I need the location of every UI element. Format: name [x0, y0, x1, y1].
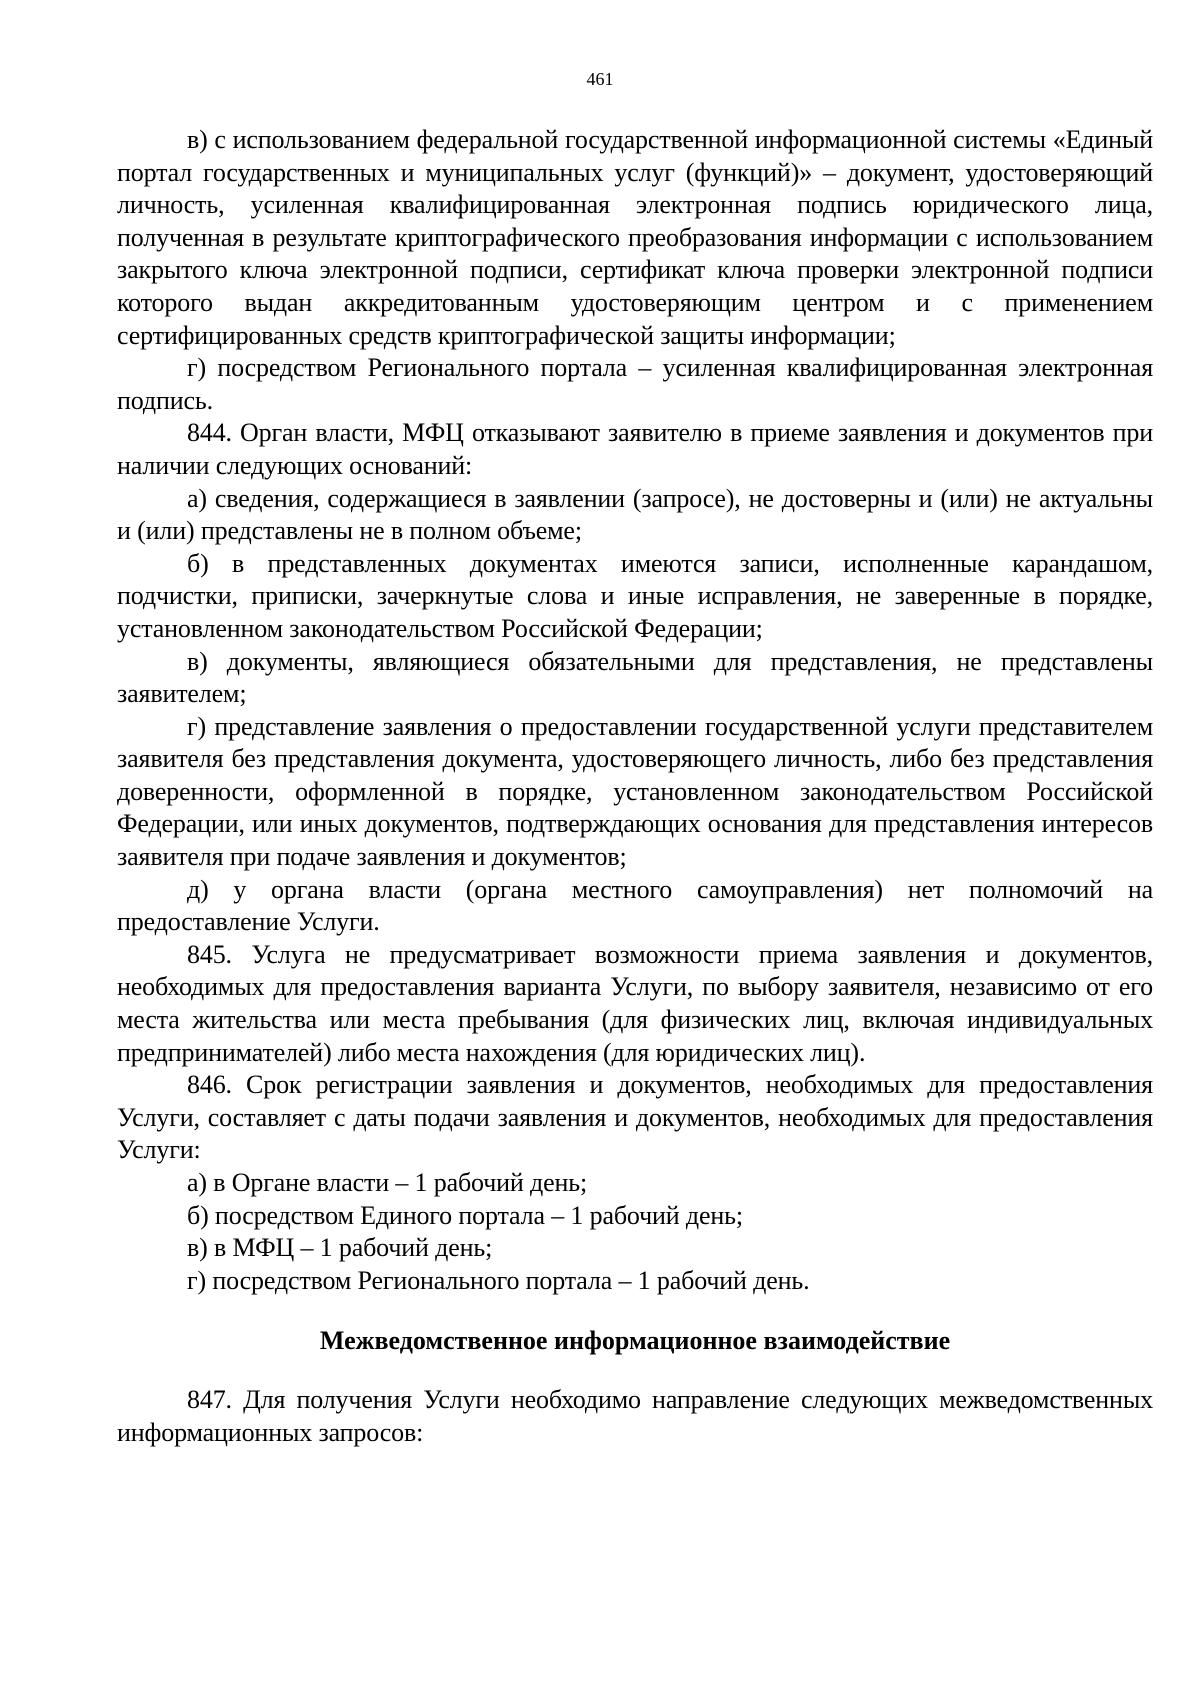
paragraph-item-g-regional-portal: г) посредством Регионального портала – усиленная квалифицированная электронная подпись.: [117, 353, 1153, 415]
paragraph-844-item-d: д) у органа власти (органа местного самоуправления) нет полномочий на предоставление Услуги.: [117, 874, 1153, 937]
paragraph-844-item-a: а) сведения, содержащиеся в заявлении (запросе), не достоверны и (или) не актуальны и (или) представлены не в полном объеме;: [117, 483, 1153, 546]
section-heading: Межведомственное информационное взаимодействие: [319, 1326, 951, 1356]
paragraph-845-extraterritorial: 845. Услуга не предусматривает возможности приема заявления и документов, необходимых для предоставления варианта Услуги, по выбору заявителя, независимо от его места жительства или места пребывания (для физических лиц, включая индивидуальных предпринимателей) либо места нахождения (для юридических лиц).: [117, 939, 1153, 1067]
paragraph-844-item-v: в) документы, являющиеся обязательными для представления, не представлены заявителем;: [117, 646, 1153, 709]
paragraph-item-v-unified-portal: в) с использованием федеральной государственной информационной системы «Единый портал государственных и муниципальных услуг (функций)» – документ, удостоверяющий личность, усиленная квалифицированная электронная подпись юридического лица, полученная в результате криптографического преобразования информации с использованием закрытого ключа электронной подписи, сертификат ключа проверки электронной подписи которого выдан аккредитованным удостоверяющим центром и с применением сертифицированных средств криптографической защиты информации;: [117, 125, 1153, 350]
paragraph-844-item-g: г) представление заявления о предоставлении государственной услуги представителем заявителя без представления документа, удостоверяющего личность, либо без представления доверенности, оформленной в порядке, установленном законодательством Российской Федерации, или иных документов, подтверждающих основания для представления интересов заявителя при подаче заявления и документов;: [117, 711, 1153, 872]
page-number: 461: [586, 69, 614, 89]
paragraph-846-registration-term: 846. Срок регистрации заявления и документов, необходимых для предоставления Услуги, составляет с даты подачи заявления и документов, необходимых для предоставления Услуги:: [117, 1070, 1153, 1165]
paragraph-846-item-g: г) посредством Регионального портала – 1 рабочий день.: [187, 1265, 810, 1295]
paragraph-846-item-v: в) в МФЦ – 1 рабочий день;: [187, 1233, 493, 1263]
paragraph-844-item-b: б) в представленных документах имеются записи, исполненные карандашом, подчистки, приписки, зачеркнутые слова и иные исправления, не заверенные в порядке, установленном законодательством Российской Федерации;: [117, 548, 1153, 643]
document-body: [117, 124, 1153, 1449]
paragraph-844-refusal-grounds: 844. Орган власти, МФЦ отказывают заявителю в приеме заявления и документов при наличии следующих оснований:: [117, 418, 1153, 480]
paragraph-846-item-a: а) в Органе власти – 1 рабочий день;: [187, 1168, 588, 1197]
paragraph-846-item-b: б) посредством Единого портала – 1 рабочий день;: [187, 1200, 743, 1230]
paragraph-847-interagency-requests: 847. Для получения Услуги необходимо направление следующих межведомственных информационных запросов:: [117, 1384, 1153, 1447]
